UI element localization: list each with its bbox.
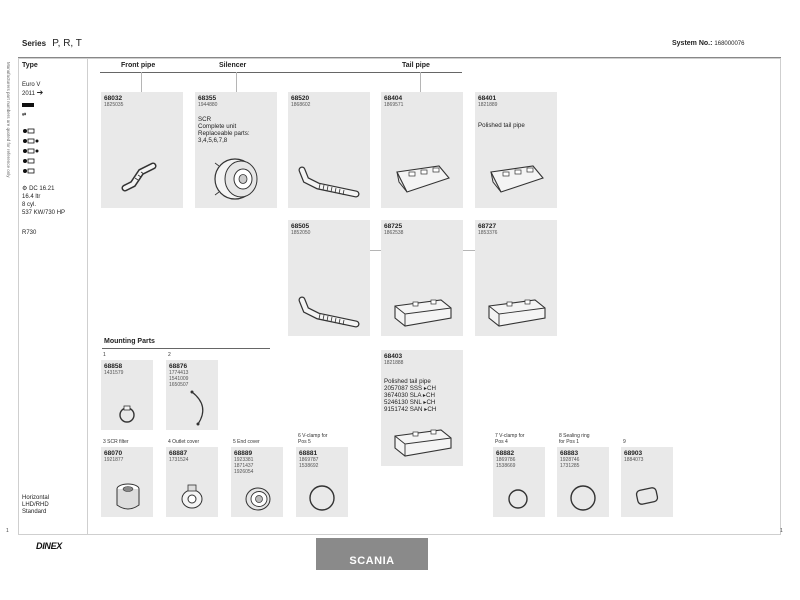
v-clamp-image (505, 487, 531, 511)
heading-rule (100, 72, 462, 73)
part-card-68505[interactable] (288, 220, 370, 336)
oe-number: 1731524 (169, 457, 189, 463)
reference-note: Manufacturers part numbers are quoted for reference only (6, 62, 11, 178)
section-silencer: Silencer (219, 62, 247, 69)
part-number: 68903 (624, 450, 643, 457)
scr-silencer-image (205, 154, 267, 204)
part-number: 68403 (384, 353, 403, 360)
part-card-68032[interactable] (101, 92, 183, 208)
outlet-cover-image (178, 483, 206, 511)
engine-power: 537 KW/730 HP (22, 210, 66, 216)
oe-number: 1821888 (384, 360, 404, 366)
engine-icon: ⚙ (22, 186, 28, 192)
mount-card-68876[interactable] (166, 360, 218, 430)
polished-code-3: 5246130 SNL ▸CH (384, 399, 436, 406)
part-card-68725[interactable] (381, 220, 463, 336)
oe-number: 1923381 1871437 1926054 (234, 457, 254, 475)
type-heading: Type (22, 62, 38, 69)
mount-label-7: 7 V-clamp for Pos 4 (495, 433, 525, 445)
mount-label-3: 3 SCR filter (103, 439, 129, 445)
part-card-68404[interactable] (381, 92, 463, 208)
mount-pos-9: 9 (623, 439, 626, 445)
oe-number: 1853376 (478, 230, 498, 236)
section-mounting-parts: Mounting Parts (104, 338, 155, 345)
header-divider (18, 57, 781, 58)
page-number-left: 1 (6, 528, 9, 534)
bracket-image (633, 485, 661, 509)
oe-number: 1825035 (104, 102, 124, 108)
polished-code-2: 3674030 SLA ▸CH (384, 392, 435, 399)
mount-pos-2: 2 (168, 352, 171, 358)
connector-row2b (463, 250, 475, 251)
tail-pipe-image (391, 294, 455, 330)
config-line-2: LHD/RHD (22, 502, 49, 508)
oe-number: 1821889 (478, 102, 498, 108)
part-description: SCR Complete unit Replaceable parts: 3,4,5,6,7,8 (198, 116, 250, 144)
mount-card-68881[interactable] (296, 447, 348, 517)
section-front-pipe: Front pipe (121, 62, 156, 69)
part-number: 68520 (291, 95, 310, 102)
part-number: 68725 (384, 223, 403, 230)
part-number: 68505 (291, 223, 310, 230)
oe-number: 1852050 (291, 230, 311, 236)
mount-pos-1: 1 (103, 352, 106, 358)
mount-card-68889[interactable] (231, 447, 283, 517)
part-card-68520[interactable] (288, 92, 370, 208)
exhaust-icon (22, 103, 34, 107)
part-number: 68401 (478, 95, 497, 102)
series-value: P, R, T (52, 38, 82, 49)
mount-label-8: 8 Sealing ring for Pos 1 (559, 433, 590, 445)
part-card-68403[interactable] (381, 350, 463, 466)
mount-card-68883[interactable] (557, 447, 609, 517)
part-card-68355[interactable] (195, 92, 277, 208)
mount-label-4: 4 Outlet cover (168, 439, 200, 445)
part-card-68401[interactable] (475, 92, 557, 208)
euro-class: Euro V (22, 82, 41, 88)
mount-card-68887[interactable] (166, 447, 218, 517)
section-tail-pipe: Tail pipe (402, 62, 430, 69)
clamp-ring-image (117, 404, 137, 424)
config-line-1: Horizontal (22, 495, 50, 501)
mount-card-68070[interactable] (101, 447, 153, 517)
part-number: 68858 (104, 363, 123, 370)
oe-number: 1869571 (384, 102, 404, 108)
scania-tab: SCANIA (316, 538, 428, 570)
sealing-ring-image (567, 483, 599, 513)
position-icon: ⇄ (22, 112, 27, 118)
oe-number: 1862538 (384, 230, 404, 236)
oe-number: 1928746 1731285 (560, 457, 580, 469)
oe-number: 1774413 1541009 1650507 (169, 370, 189, 388)
model-code: R730 (22, 230, 37, 236)
engine-displacement: 16.4 ltr (22, 194, 41, 200)
page-number-right: 1 (780, 528, 783, 534)
mount-card-68882[interactable] (493, 447, 545, 517)
part-number: 68889 (234, 450, 253, 457)
system-label: System No.: (672, 40, 713, 47)
oe-number: 1869786 1538669 (496, 457, 516, 469)
engine-code: ⚙ DC 16.21 (22, 186, 55, 192)
part-card-68727[interactable] (475, 220, 557, 336)
end-cover-image (243, 483, 273, 513)
polished-code-1: 2057087 SSS ▸CH (384, 385, 436, 392)
connector-front-pipe (141, 72, 142, 92)
part-number: 68882 (496, 450, 515, 457)
part-number: 68881 (299, 450, 318, 457)
config-line-3: Standard (22, 509, 47, 515)
mounting-icons (22, 128, 48, 178)
oe-number: 1884073 (624, 457, 644, 463)
oe-number: 1921877 (104, 457, 124, 463)
part-number: 68070 (104, 450, 123, 457)
part-number: 68883 (560, 450, 579, 457)
mount-label-6: 6 V-clamp for Pos 5 (298, 433, 328, 445)
part-number: 68404 (384, 95, 403, 102)
polished-code-4: 9151742 SAN ▸CH (384, 406, 437, 413)
part-number: 68887 (169, 450, 188, 457)
axle-config-icon (22, 128, 48, 178)
mount-card-68858[interactable] (101, 360, 153, 430)
system-number (672, 40, 744, 47)
series-heading (22, 38, 82, 49)
tail-pipe-image (391, 162, 455, 198)
front-pipe-image (119, 154, 165, 194)
oe-number: 1869787 1538692 (299, 457, 319, 469)
part-number: 68032 (104, 95, 123, 102)
v-clamp-image (306, 483, 338, 513)
system-value: 168000076 (714, 41, 745, 47)
tail-pipe-image (485, 294, 549, 330)
series-label: Series (22, 39, 47, 48)
polished-tail-pipe-image (391, 424, 455, 460)
model-year: 2011 ➔ (22, 88, 44, 97)
mount-card-68903[interactable] (621, 447, 673, 517)
oe-number: 1868602 (291, 102, 311, 108)
part-number: 68876 (169, 363, 188, 370)
part-description: Polished tail pipe (478, 122, 525, 129)
mounting-rule (102, 348, 270, 349)
oe-number: 1431579 (104, 370, 124, 376)
connector-silencer (236, 72, 237, 92)
strap-image (188, 388, 212, 428)
mount-label-5: 5 End cover (233, 439, 260, 445)
cylinder-count: 8 cyl. (22, 202, 37, 208)
part-number: 68355 (198, 95, 217, 102)
scr-filter-image (113, 481, 143, 513)
part-number: 68727 (478, 223, 497, 230)
polished-tail-pipe-image (485, 162, 549, 198)
dinex-logo: DINEX (36, 541, 63, 551)
part-description: Polished tail pipe (384, 378, 431, 385)
oe-number: 1944880 (198, 102, 218, 108)
connector-tail-pipe (420, 72, 421, 92)
flex-pipe-image (294, 294, 366, 330)
arrow-right-icon: ➔ (36, 88, 44, 97)
flex-pipe-image (294, 164, 366, 200)
